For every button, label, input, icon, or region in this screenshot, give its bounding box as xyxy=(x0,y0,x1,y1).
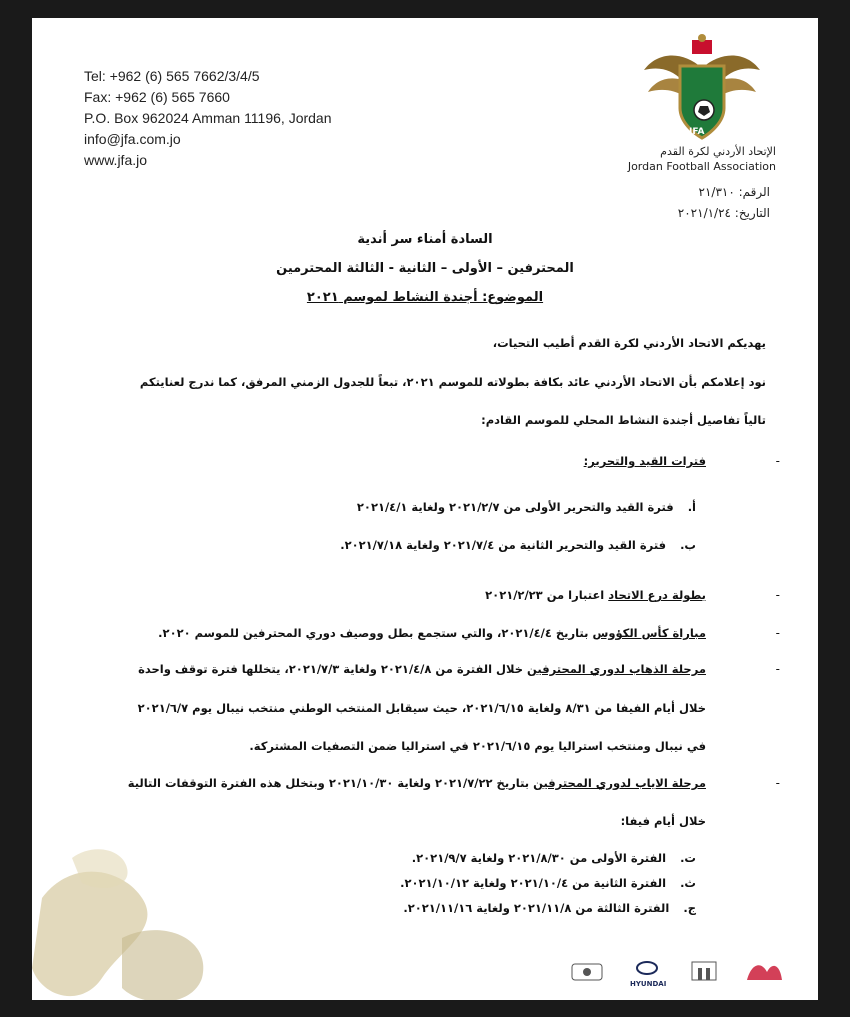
reference-number: الرقم: ٢١/٣١٠ xyxy=(698,185,770,199)
organization-name xyxy=(628,144,776,174)
registration-item-b xyxy=(340,538,696,552)
addressee-line-2: المحترفين – الأولى – الثانية - الثالثة المحترمين xyxy=(276,261,574,276)
bullet-dash: - xyxy=(775,662,780,676)
second-leg-line-2: خلال أيام فيفا: xyxy=(620,814,706,828)
organization-name-en: Jordan Football Association xyxy=(627,160,776,173)
sponsor-logos xyxy=(552,944,792,994)
bullet-dash: - xyxy=(775,626,780,640)
registration-item-a xyxy=(357,500,696,514)
reference-date: التاريخ: ٢٠٢١/١/٢٤ xyxy=(677,206,770,220)
contact-fax: Fax: +962 (6) 565 7660 xyxy=(84,89,230,105)
svg-text:JFA: JFA xyxy=(689,127,705,137)
item-letter: أ. xyxy=(687,500,696,514)
item-text: الفترة الأولى من ٢٠٢١/٨/٣٠ ولغاية ٢٠٢١/٩/٧. xyxy=(411,851,667,865)
super-cup-match xyxy=(158,626,706,640)
contact-tel: Tel: +962 (6) 565 7662/3/4/5 xyxy=(84,68,260,84)
item-text: فترة القيد والتحرير الأولى من ٢٠٢١/٢/٧ ولغاية ٢٠٢١/٤/١ xyxy=(356,500,674,514)
first-leg-details: خلال الفترة من ٢٠٢١/٤/٨ ولغاية ٢٠٢١/٧/٣، يتخللها فترة توقف واحدة xyxy=(138,662,528,676)
sponsor-logo-bank-icon xyxy=(572,964,602,980)
second-leg-line-1 xyxy=(128,776,706,790)
contact-pobox: P.O. Box 962024 Amman 11196, Jordan xyxy=(84,110,332,126)
bullet-dash: - xyxy=(775,776,780,790)
svg-text:HYUNDAI: HYUNDAI xyxy=(630,980,667,988)
first-leg-label: مرحلة الذهاب لدوري المحترفين xyxy=(527,662,706,676)
item-letter: ث. xyxy=(680,876,696,890)
fifa-period-3 xyxy=(403,901,696,915)
super-cup-label: مباراة كأس الكؤوس xyxy=(592,626,706,640)
intro-line-1: نود إعلامكم بأن الاتحاد الأردني عائد بكافة بطولاته للموسم ٢٠٢١، تبعاً للجدول الزمني المرفق، كما ندرج لعنايتكم xyxy=(139,375,766,389)
decorative-watermark-shape xyxy=(32,838,262,1000)
subject-line: الموضوع: أجندة النشاط لموسم ٢٠٢١ xyxy=(306,290,544,305)
item-letter: ت. xyxy=(680,851,696,865)
second-leg-label: مرحلة الاياب لدوري المحترفين xyxy=(533,776,706,790)
organization-name-ar: الإتحاد الأردني لكرة القدم xyxy=(660,145,776,158)
fifa-period-1 xyxy=(412,851,696,865)
sponsor-logo-brand-icon xyxy=(747,965,782,980)
greeting: يهديكم الاتحاد الأردني لكرة القدم أطيب التحيات، xyxy=(492,336,766,350)
contact-website: www.jfa.jo xyxy=(84,152,148,168)
item-text: الفترة الثالثة من ٢٠٢١/١١/٨ ولغاية ٢٠٢١/١١/١٦. xyxy=(403,901,670,915)
item-text: الفترة الثانية من ٢٠٢١/١٠/٤ ولغاية ٢٠٢١/١٠/١٢. xyxy=(400,876,667,890)
registration-title: فترات القيد والتحرير: xyxy=(583,454,706,468)
intro-line-2: تالياً تفاصيل أجندة النشاط المحلي للموسم القادم: xyxy=(481,413,766,427)
super-cup-details: بتاريخ ٢٠٢١/٤/٤، والتي ستجمع بطل ووصيف دوري المحترفين للموسم ٢٠٢٠. xyxy=(158,626,593,640)
hyundai-logo-icon xyxy=(630,962,666,988)
bullet-dash: - xyxy=(775,588,780,602)
first-leg-line-3: في نيبال ومنتخب استراليا يوم ٢٠٢١/٦/١٥ في استراليا ضمن التصفيات المشتركة. xyxy=(249,739,706,753)
fifa-period-2 xyxy=(400,876,696,890)
sponsor-logo-building-icon xyxy=(692,962,716,980)
first-leg-line-1 xyxy=(138,662,706,676)
reference-block xyxy=(678,182,770,224)
addressee-line-1: السادة أمناء سر أندية xyxy=(357,232,493,247)
shield-date: اعتبارا من ٢٠٢١/٢/٢٣ xyxy=(485,588,609,602)
first-leg-line-2: خلال أيام الفيفا من ٨/٣١ ولغاية ٢٠٢١/٦/١٥، حيث سيقابل المنتخب الوطني منتخب نيبال يوم ٢٠٢١/٦/٧ xyxy=(137,701,706,715)
bullet-dash: - xyxy=(775,454,780,468)
second-leg-details: بتاريخ ٢٠٢١/٧/٢٢ ولغاية ٢٠٢١/١٠/٣٠ وبتخلل هذه الفترة التوقفات التالية xyxy=(127,776,534,790)
shield-label: بطولة درع الاتحاد xyxy=(608,588,706,602)
contact-info xyxy=(84,66,332,171)
item-letter: ج. xyxy=(683,901,696,915)
shield-tournament xyxy=(485,588,706,602)
item-letter: ب. xyxy=(680,538,696,552)
letter-page xyxy=(32,18,818,1000)
item-text: فترة القيد والتحرير الثانية من ٢٠٢١/٧/٤ ولغاية ٢٠٢١/٧/١٨. xyxy=(340,538,667,552)
contact-email: info@jfa.com.jo xyxy=(84,131,181,147)
jfa-logo-icon xyxy=(642,30,762,148)
